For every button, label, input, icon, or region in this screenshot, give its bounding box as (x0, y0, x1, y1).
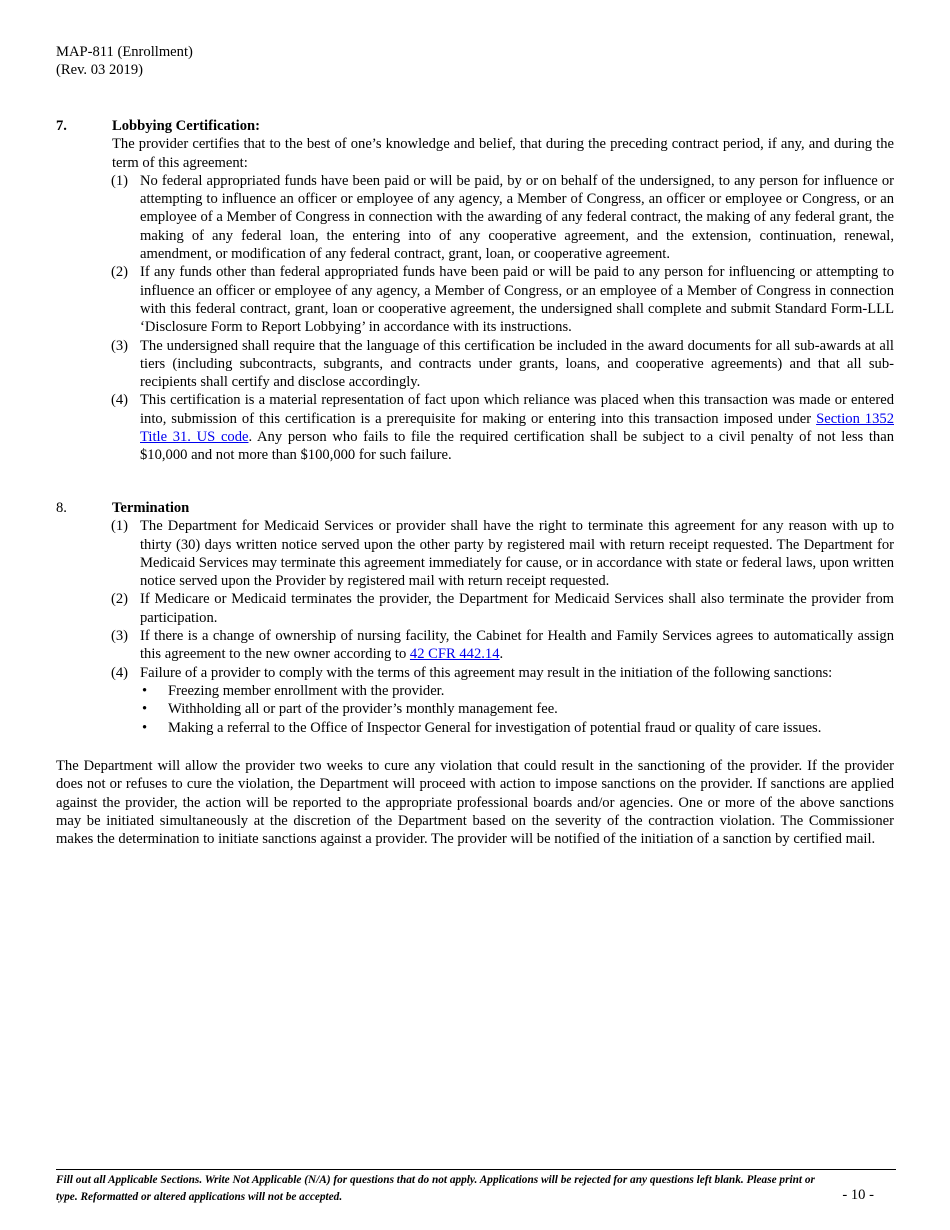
form-revision: (Rev. 03 2019) (56, 62, 144, 79)
closing-paragraph: The Department will allow the provider two weeks to cure any violation that could result in the sanctioning of the provider. If the provider does not or refuses to cure the violation, the Department will proceed with action to impose sanctions on the provider. If sanctions are applied against the provider, the action will be reported to the appropriate professional boards and/or agencies. One or more of the above sanctions may be initiated simultaneously at the discretion of the Department based on the severity of the contraction violation. The Commissioner makes the determination to initiate sanctions against a provider. The provider will be notified of the initiation of a sanction by certified mail. (56, 758, 894, 848)
section-heading: Lobbying Certification: (112, 118, 260, 134)
termination-list (56, 517, 894, 682)
document-header (56, 43, 193, 80)
list-item (56, 337, 894, 392)
bullet-item (56, 700, 894, 718)
bullet-item (56, 682, 894, 700)
bullet-text: Freezing member enrollment with the provider. (168, 682, 445, 699)
form-id: MAP-811 (Enrollment) (56, 44, 193, 60)
item-number: (4) (111, 392, 129, 409)
list-item (56, 517, 894, 590)
item-text: The Department for Medicaid Services or provider shall have the right to terminate this agreement for any reason with up to thirty (30) days written notice served upon the other party by registered mail with return receipt requested. The Department for Medicaid Services may terminate this agreement immediately for cause, or in accordance with state or federal laws, upon written notice served upon the Provider by registered mail with return receipt requested. (140, 518, 894, 590)
item-text: . (499, 646, 504, 663)
item-text: This certification is a material representation of fact upon which reliance was placed when this transaction was made or entered into, submission of this certification is a prerequisite for making or entering into this transaction imposed under (140, 392, 894, 427)
item-text: If any funds other than federal appropriated funds have been paid or will be paid to any person for influencing or attempting to influence an officer or employee of any agency, a Member of Congress, or an employee of a Member of Congress in connection with this federal contract, grant, loan or cooperative agreement, the undersigned shall complete and submit Standard Form-LLL ‘Disclosure Form to Report Lobbying’ in accordance with its instructions. (140, 264, 894, 336)
list-item (56, 664, 894, 682)
item-number: (1) (111, 518, 129, 535)
item-number: (2) (111, 591, 129, 608)
item-text: The undersigned shall require that the language of this certification be included in the award documents for all sub-awards at all tiers (including subcontracts, subgrants, and contracts under grants, loans, and cooperative agreements) and that all sub-recipients shall certify and disclose accordingly. (140, 337, 894, 391)
footer-notice: Fill out all Applicable Sections. Write Not Applicable (N/A) for questions that do not apply. Applications will be rejected for any questions left blank. Please print or type. Reformatted or altered applications will not be accepted. (56, 1174, 815, 1203)
bullet-icon: • (142, 719, 148, 736)
section-intro: The provider certifies that to the best of one’s knowledge and belief, that during the preceding contract period, if any, and during the term of this agreement: (112, 136, 894, 171)
section-termination (56, 499, 894, 737)
certification-list (56, 172, 894, 465)
item-number: (1) (111, 172, 129, 189)
list-item (56, 263, 894, 336)
bullet-text: Withholding all or part of the provider’s monthly management fee. (168, 701, 558, 718)
section-lobbying-certification (56, 117, 894, 465)
item-number: (4) (111, 664, 129, 681)
item-text: No federal appropriated funds have been paid or will be paid, by or on behalf of the undersigned, to any person for influence or attempting to influence an officer or employee of any agency, a Member of Congress, an officer or employee or Congress, or an employee of a Member of Congress in connection with the awarding of any federal contract, the making of any federal grant, the making of any federal loan, the entering into of any cooperative agreement, and the extension, continuation, renewal, amendment, or modification of any federal contract, grant, loan, or cooperative agreement. (140, 172, 894, 263)
item-text: If there is a change of ownership of nursing facility, the Cabinet for Health and Family Services agrees to automatically assign this agreement to the new owner according to (140, 628, 894, 663)
bullet-text: Making a referral to the Office of Inspector General for investigation of potential fraud or quality of care issues. (168, 719, 822, 736)
sanctions-list (56, 682, 894, 737)
item-text: . Any person who fails to file the required certification shall be subject to a civil penalty of not less than $10,000 and not more than $100,000 for such failure. (140, 429, 894, 464)
page-number: - 10 - (842, 1187, 874, 1203)
bullet-icon: • (142, 701, 148, 718)
list-item (56, 172, 894, 263)
item-number: (2) (111, 264, 129, 281)
bullet-item (56, 719, 894, 737)
section-number: 7. (56, 118, 67, 134)
list-item (56, 391, 894, 464)
page-footer (56, 1169, 896, 1206)
us-code-link[interactable]: Section 1352 Title 31. US code (140, 410, 894, 446)
bullet-icon: • (142, 682, 148, 699)
section-number: 8. (56, 500, 67, 516)
item-number: (3) (111, 337, 129, 354)
list-item (56, 590, 894, 627)
item-text: If Medicare or Medicaid terminates the provider, the Department for Medicaid Services shall also terminate the provider from participation. (140, 591, 894, 626)
list-item (56, 627, 894, 664)
section-heading: Termination (112, 500, 190, 516)
item-number: (3) (111, 628, 129, 645)
cfr-link[interactable]: 42 CFR 442.14 (409, 646, 500, 663)
item-text: Failure of a provider to comply with the terms of this agreement may result in the initiation of the following sanctions: (140, 664, 833, 681)
